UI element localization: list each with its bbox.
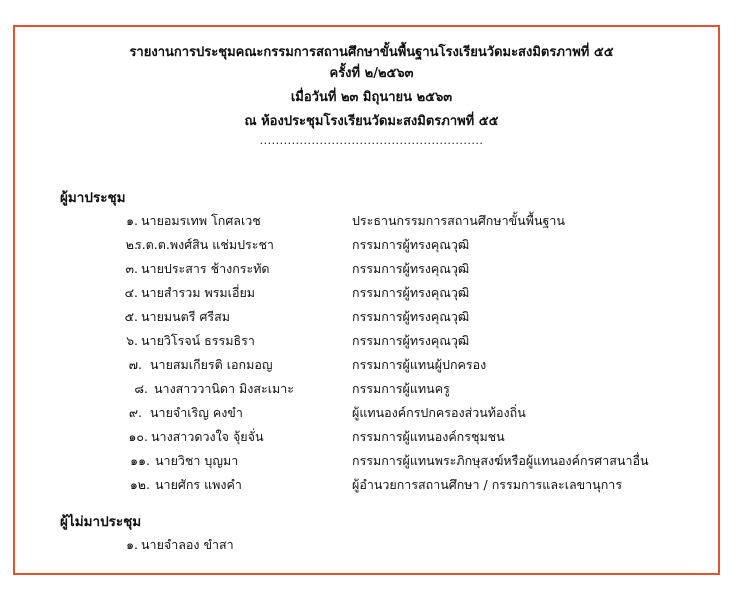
list-item xyxy=(0,427,743,451)
list-item xyxy=(0,451,743,475)
item-number: ๑๑. xyxy=(130,453,150,468)
item-number: ๖. xyxy=(126,333,138,348)
item-number: ๑. xyxy=(126,213,138,228)
member-role: กรรมการผู้แทนผู้ปกครอง xyxy=(352,357,487,372)
member-role: กรรมการผู้ทรงคุณวุฒิ xyxy=(352,309,470,324)
list-item xyxy=(0,211,743,235)
member-name: นายศักร แพงคำ xyxy=(155,477,242,492)
attendees-heading: ผู้มาประชุม xyxy=(60,190,126,206)
item-number: ๓. xyxy=(125,261,138,276)
list-item xyxy=(0,283,743,307)
meeting-title: รายงานการประชุมคณะกรรมการสถานศึกษาขั้นพื้นฐานโรงเรียนวัดมะสงมิตรภาพที่ ๕๕ xyxy=(129,45,614,60)
item-number: ๕. xyxy=(124,309,138,324)
meeting-session: ครั้งที่ ๒/๒๕๖๓ xyxy=(329,66,414,81)
member-role: กรรมการผู้แทนองค์กรชุมชน xyxy=(352,429,505,444)
member-role: กรรมการผู้แทนครู xyxy=(352,381,450,396)
document-header xyxy=(0,40,743,148)
separator-dots: ........................................................ xyxy=(259,134,484,147)
member-role: กรรมการผู้ทรงคุณวุฒิ xyxy=(352,285,470,300)
member-name: นางสาวดวงใจ จุ้ยจั่น xyxy=(151,429,264,444)
member-name: นายสมเกียรติ เอกมอญ xyxy=(150,357,273,372)
member-name: นายสำรวม พรมเอี่ยม xyxy=(141,285,256,300)
member-name: ร.ต.ต.พงศ์สิน แช่มประชา xyxy=(135,237,274,252)
list-item xyxy=(0,259,743,283)
member-name: นายจำเริญ คงขำ xyxy=(150,405,243,420)
meeting-date: เมื่อวันที่ ๒๓ มิถุนายน ๒๕๖๓ xyxy=(290,90,453,105)
absentees-heading: ผู้ไม่มาประชุม xyxy=(60,514,142,530)
member-name: นายมนตรี ศรีสม xyxy=(141,309,230,324)
list-item xyxy=(0,379,743,403)
list-item xyxy=(0,307,743,331)
item-number: ๒. xyxy=(125,237,138,252)
list-item xyxy=(0,235,743,259)
item-number: ๙. xyxy=(128,405,142,420)
member-role: ผู้แทนองค์กรปกครองส่วนท้องถิ่น xyxy=(352,405,526,420)
member-name: นายจำลอง ขำสา xyxy=(141,537,234,552)
member-role: กรรมการผู้ทรงคุณวุฒิ xyxy=(352,333,470,348)
list-item xyxy=(0,535,743,559)
list-item xyxy=(0,403,743,427)
member-name: นายวิชา บุญมา xyxy=(155,453,239,468)
member-name: นางสาววานิดา มิงสะเมาะ xyxy=(154,381,294,396)
item-number: ๑๒. xyxy=(129,477,150,492)
list-item xyxy=(0,475,743,499)
item-number: ๗. xyxy=(128,357,142,372)
item-number: ๔. xyxy=(124,285,138,300)
item-number: ๑. xyxy=(126,537,138,552)
member-role: กรรมการผู้แทนพระภิกษุสงฆ์หรือผู้แทนองค์กรศาสนาอื่น xyxy=(352,453,649,468)
list-item xyxy=(0,355,743,379)
member-name: นายอมรเทพ โกศลเวช xyxy=(141,213,261,228)
member-role: ผู้อำนวยการสถานศึกษา / กรรมการและเลขานุการ xyxy=(352,477,623,492)
item-number: ๘. xyxy=(134,381,148,396)
list-item xyxy=(0,331,743,355)
meeting-location: ณ ห้องประชุมโรงเรียนวัดมะสงมิตรภาพที่ ๕๕ xyxy=(244,114,499,129)
member-role: กรรมการผู้ทรงคุณวุฒิ xyxy=(352,237,470,252)
member-name: นายวิโรจน์ ธรรมธิรา xyxy=(141,333,255,348)
member-name: นายประสาร ช้างกระทัด xyxy=(141,261,270,276)
member-role: ประธานกรรมการสถานศึกษาขั้นพื้นฐาน xyxy=(352,213,565,228)
member-role: กรรมการผู้ทรงคุณวุฒิ xyxy=(352,261,470,276)
item-number: ๑๐. xyxy=(128,429,148,444)
